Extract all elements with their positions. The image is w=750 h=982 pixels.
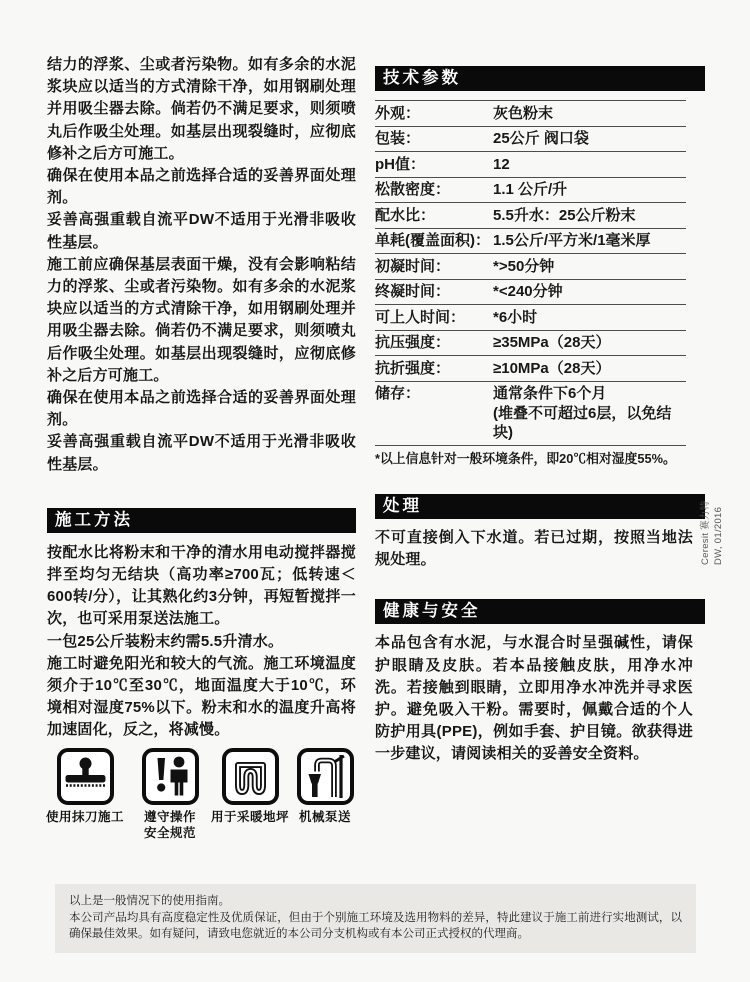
table-row bbox=[375, 178, 686, 204]
param-value: ≥10MPa（28天） bbox=[493, 359, 611, 377]
intro-paragraph: 确保在使用本品之前选择合适的妥善界面处理剂。 bbox=[47, 167, 356, 207]
param-label: 外观： bbox=[375, 104, 421, 122]
param-value: *6小时 bbox=[493, 308, 538, 326]
param-value: 1.1 公斤/升 bbox=[493, 181, 568, 198]
icon-cell-pump bbox=[285, 748, 365, 826]
table-row bbox=[375, 382, 686, 447]
construction-paragraph: 施工时避免阳光和较大的气流。施工环境温度须介于10℃至30℃，地面温度大于10℃，环境相对湿度75%以下。粉末和水的温度升高将加速固化，反之，将减慢。 bbox=[47, 654, 356, 739]
disposal-text: 不可直接倒入下水道。若已过期，按照当地法规处理。 bbox=[375, 529, 693, 569]
icon-cell-floor-heating bbox=[210, 748, 290, 826]
table-row bbox=[375, 203, 686, 229]
construction-paragraph: 一包25公斤装粉末约需5.5升清水。 bbox=[47, 632, 284, 650]
param-value: ≥35MPa（28天） bbox=[493, 334, 611, 351]
table-row bbox=[375, 152, 686, 178]
param-label: 单耗(覆盖面积)： bbox=[375, 232, 490, 249]
param-value: 5.5升水：25公斤粉末 bbox=[493, 206, 636, 224]
param-label: 抗折强度： bbox=[375, 359, 451, 377]
table-row bbox=[375, 229, 686, 255]
table-row bbox=[375, 280, 686, 306]
table-row bbox=[375, 331, 686, 357]
icon-cell-trowel bbox=[45, 748, 125, 826]
table-row bbox=[375, 305, 686, 331]
side-note-version: DW, 01/2016 bbox=[713, 506, 724, 565]
side-note bbox=[699, 455, 725, 565]
section-header-construction: 施工方法 bbox=[47, 508, 356, 533]
param-value: *>50分钟 bbox=[493, 257, 555, 275]
section-header-tech: 技术参数 bbox=[375, 66, 705, 91]
floor-heating-icon bbox=[222, 748, 279, 805]
param-label: pH值： bbox=[375, 155, 425, 173]
param-value: 1.5公斤/平方米/1毫米厚 bbox=[493, 232, 651, 249]
section-header-health: 健康与安全 bbox=[375, 599, 705, 624]
param-value: *<240分钟 bbox=[493, 283, 563, 300]
left-column bbox=[47, 54, 356, 742]
param-value: 通常条件下6个月 (堆叠不可超过6层，以免结块) bbox=[493, 384, 686, 443]
table-row bbox=[375, 101, 686, 127]
intro-paragraph: 施工前应确保基层表面干燥，没有会影响粘结力的浮浆、尘或者污染物。如有多余的水泥浆块应以适当的方式清除干净，如用钢刷处理并用吸尘器去除。倘若仍不满足要求，则须喷丸后作吸尘处理。如基层出现裂缝时，应彻底修补之后方可施工。 bbox=[47, 255, 356, 384]
table-row bbox=[375, 127, 686, 153]
param-label: 终凝时间： bbox=[375, 283, 451, 300]
param-label: 可上人时间： bbox=[375, 308, 466, 326]
param-value: 25公斤 阀口袋 bbox=[493, 130, 589, 147]
pump-icon bbox=[297, 748, 354, 805]
icon-label: 用于采暖地坪 bbox=[210, 810, 289, 824]
table-row bbox=[375, 356, 686, 382]
construction-paragraph: 按配水比将粉末和干净的清水用电动搅拌器搅拌至均匀无结块（高功率≥700瓦；低转速＜600转/分），让其熟化约3分钟，再短暂搅拌一次，也可采用泵送法施工。 bbox=[47, 543, 356, 628]
icon-label: 机械泵送 bbox=[298, 810, 351, 824]
param-value: 12 bbox=[493, 155, 510, 173]
tech-table bbox=[375, 100, 686, 446]
param-label: 初凝时间： bbox=[375, 257, 451, 275]
safety-icon bbox=[142, 748, 199, 805]
intro-paragraph: 妥善高强重载自流平DW不适用于光滑非吸收性基层。 bbox=[47, 433, 356, 473]
table-row bbox=[375, 254, 686, 280]
section-header-disposal: 处理 bbox=[375, 494, 705, 519]
trowel-icon bbox=[57, 748, 114, 805]
intro-paragraph: 妥善高强重载自流平DW不适用于光滑非吸收性基层。 bbox=[47, 211, 356, 251]
param-value: 灰色粉末 bbox=[493, 104, 554, 122]
param-label: 松散密度： bbox=[375, 181, 451, 198]
icon-cell-safety bbox=[130, 748, 210, 841]
side-note-brand: Ceresit 赛力特 bbox=[700, 500, 711, 565]
tech-footnote: *以上信息针对一般环境条件，即20℃相对湿度55%。 bbox=[375, 451, 676, 466]
right-column bbox=[375, 66, 705, 766]
intro-paragraph: 确保在使用本品之前选择合适的妥善界面处理剂。 bbox=[47, 389, 356, 429]
param-value-note: (堆叠不可超过6层，以免结块) bbox=[493, 404, 672, 441]
param-label: 包装： bbox=[375, 130, 421, 147]
icon-label: 遵守操作 安全规范 bbox=[143, 810, 196, 840]
intro-paragraph: 结力的浮浆、尘或者污染物。如有多余的水泥浆块应以适当的方式清除干净，如用钢刷处理并用吸尘器去除。倘若仍不满足要求，则须喷丸后作吸尘处理。如基层出现裂缝时，应彻底修补之后方可施工。 bbox=[47, 56, 356, 162]
icon-label: 使用抹刀施工 bbox=[45, 810, 124, 824]
param-label: 配水比： bbox=[375, 206, 436, 224]
footer-line: 本公司产品均具有高度稳定性及优质保证，但由于个别施工环境及选用物料的差异，特此建议于施工前进行实地测试，以确保最佳效果。如有疑问，请致电您就近的本公司分支机构或有本公司正式授权的代理商。 bbox=[69, 911, 682, 940]
health-text: 本品包含有水泥，与水混合时呈强碱性，请保护眼睛及皮肤。若本品接触皮肤，用净水冲洗。若接触到眼睛，立即用净水冲洗并寻求医护。避免吸入干粉。需要时，佩戴合适的个人防护用具(PPE)，例如手套、护目镜。欲获得进一步建议，请阅读相关的妥善安全资料。 bbox=[375, 634, 693, 763]
param-label: 储存： bbox=[375, 385, 421, 402]
footer-line: 以上是一般情况下的使用指南。 bbox=[69, 895, 230, 907]
param-label: 抗压强度： bbox=[375, 334, 451, 351]
footer-disclaimer bbox=[55, 884, 696, 953]
